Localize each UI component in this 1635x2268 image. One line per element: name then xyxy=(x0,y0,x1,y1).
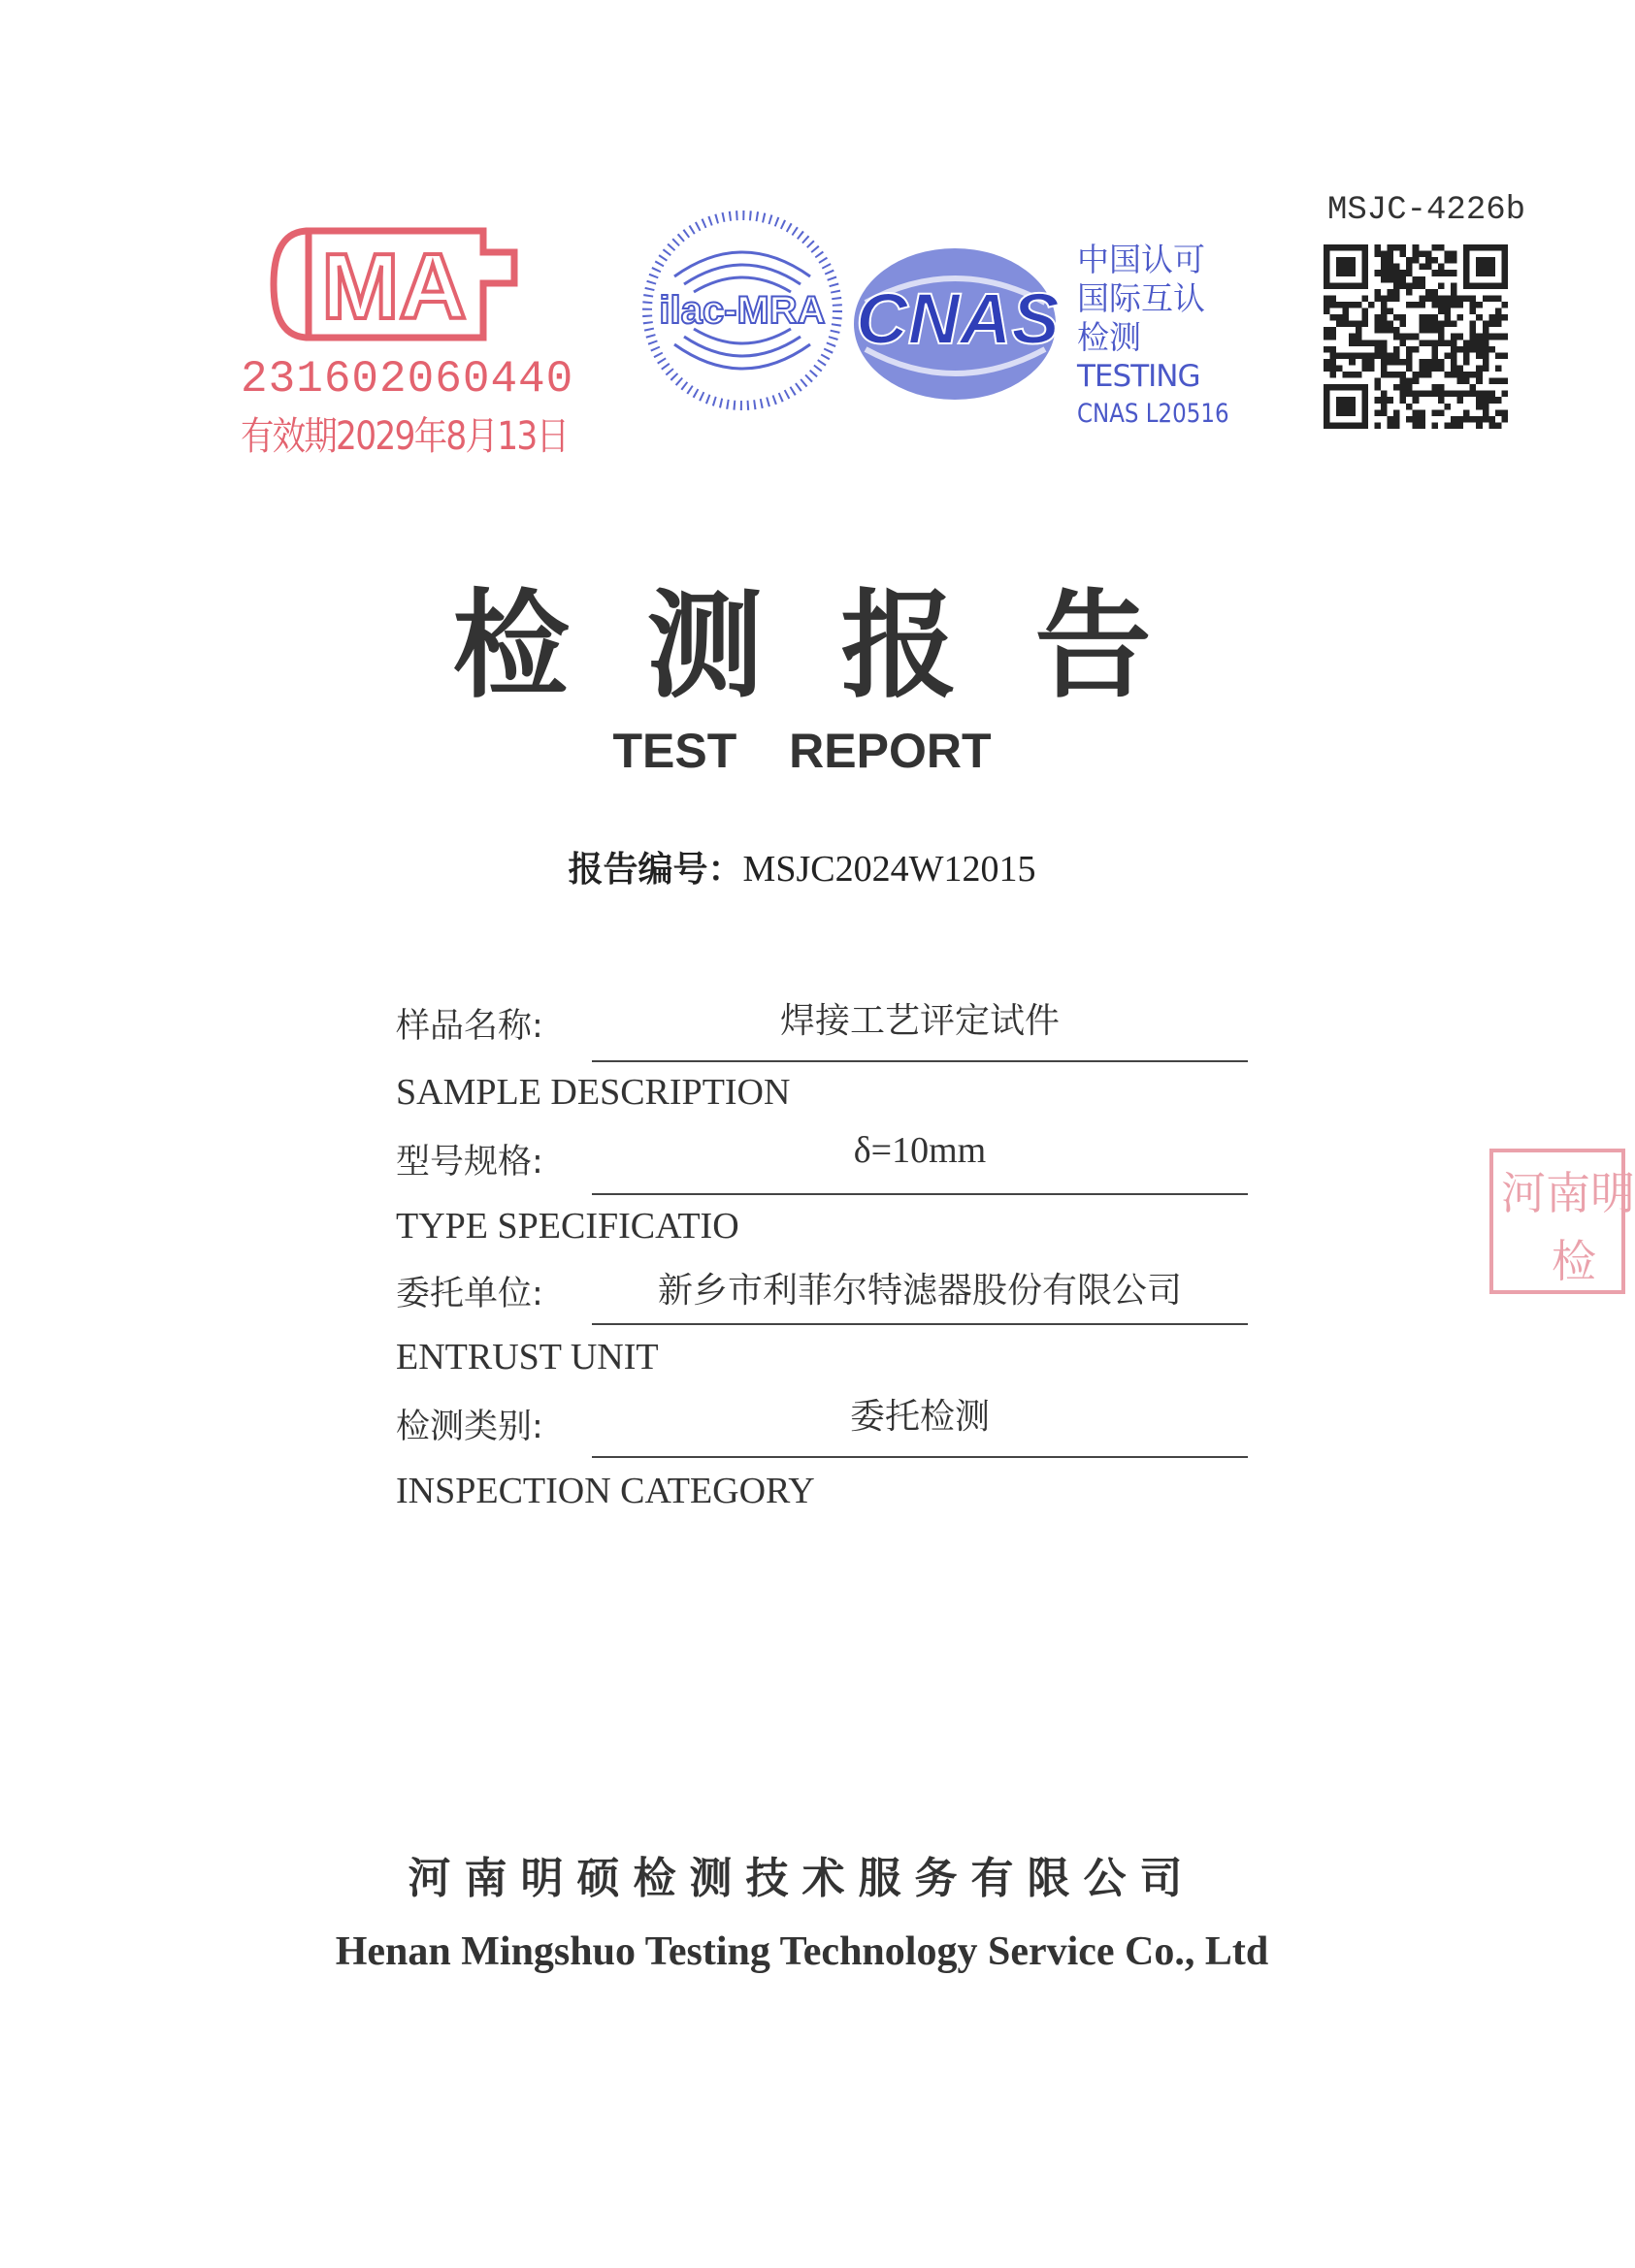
field-label-en: INSPECTION CATEGORY xyxy=(396,1471,815,1511)
document-code: MSJC-4226b xyxy=(1327,192,1526,229)
ilac-mra-logo xyxy=(640,209,844,412)
cma-logo-icon xyxy=(270,223,522,349)
cnas-logo-text: CNAS xyxy=(856,278,1060,359)
field-value: 焊接工艺评定试件 xyxy=(779,1001,1060,1041)
field-value: δ=10mm xyxy=(853,1130,987,1171)
field-underline xyxy=(592,1060,1248,1062)
field-label-cn: 型号规格: xyxy=(396,1143,543,1182)
seal-line-2: 检 xyxy=(1552,1235,1596,1287)
report-number-label: 报告编号： xyxy=(568,850,743,890)
seal-stamp xyxy=(1489,1149,1635,1294)
field-underline xyxy=(592,1323,1248,1325)
qr-code-icon[interactable] xyxy=(1324,244,1508,429)
field-label-en: SAMPLE DESCRIPTION xyxy=(396,1072,791,1113)
cma-logo-text: MA xyxy=(321,235,467,339)
seal-line-1: 河南明 xyxy=(1501,1167,1635,1219)
ilac-logo-text: ilac-MRA xyxy=(659,289,826,332)
page-title: 检测报告 xyxy=(452,577,1229,714)
cnas-line-4: TESTING xyxy=(1077,359,1200,394)
field-label-cn: 检测类别: xyxy=(396,1408,543,1446)
field-value: 委托检测 xyxy=(849,1397,990,1437)
cnas-line-2: 国际互认 xyxy=(1077,279,1205,317)
page-title-en: TEST REPORT xyxy=(612,724,992,778)
report-number xyxy=(0,842,1604,891)
field-label-cn: 样品名称: xyxy=(396,1007,543,1046)
field-label-cn: 委托单位: xyxy=(396,1275,543,1313)
cma-code: 231602060440 xyxy=(241,354,574,405)
field-label-en: ENTRUST UNIT xyxy=(396,1337,659,1377)
field-value: 新乡市利菲尔特滤器股份有限公司 xyxy=(657,1271,1182,1311)
company-name-cn: 河南明硕检测技术服务有限公司 xyxy=(408,1854,1196,1903)
cnas-logo xyxy=(846,235,1069,409)
cnas-code: CNAS L20516 xyxy=(1077,399,1229,429)
cnas-line-3: 检测 xyxy=(1077,318,1141,356)
field-underline xyxy=(592,1193,1248,1195)
field-label-en: TYPE SPECIFICATIO xyxy=(396,1206,739,1247)
cma-stamp xyxy=(241,223,574,459)
cnas-text-block xyxy=(1077,241,1229,433)
cnas-line-1: 中国认可 xyxy=(1077,241,1205,278)
field-underline xyxy=(592,1456,1248,1458)
company-name-en: Henan Mingshuo Testing Technology Service Co., Ltd xyxy=(335,1929,1269,1974)
cma-valid-until: 有效期2029年8月13日 xyxy=(241,414,569,459)
report-number-value: MSJC2024W12015 xyxy=(742,849,1036,890)
